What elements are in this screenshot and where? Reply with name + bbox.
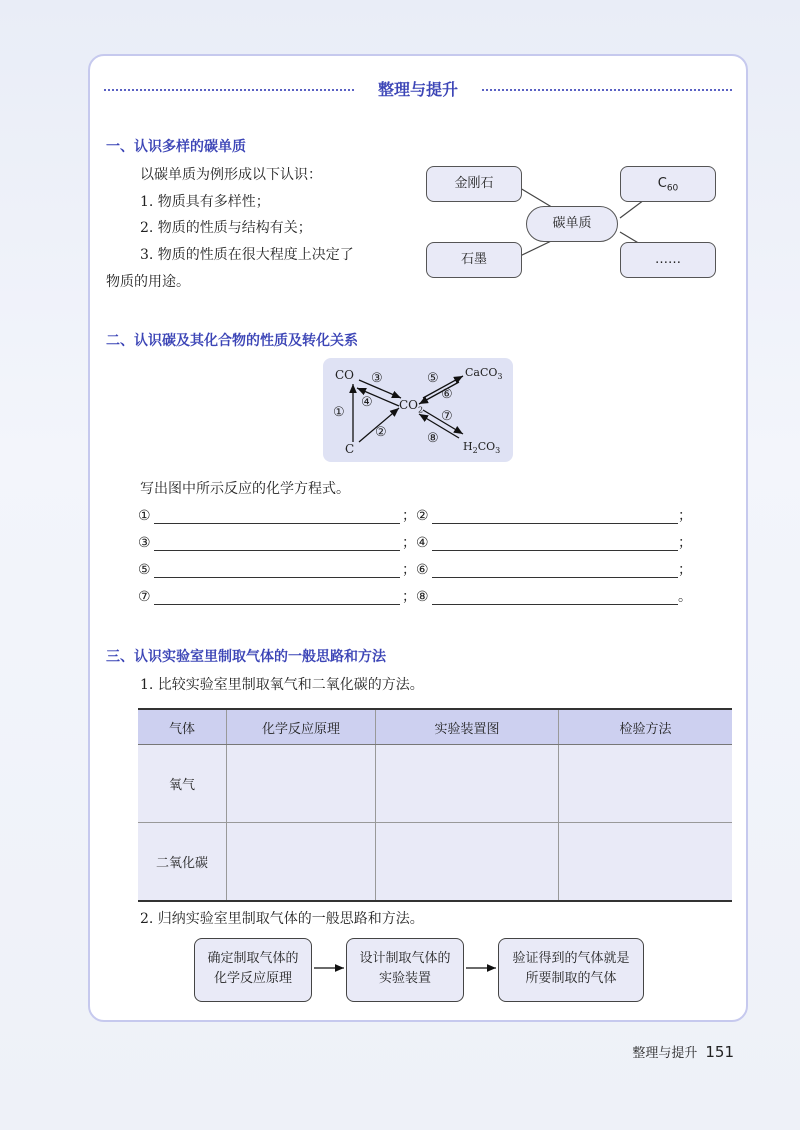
carbon-element-node: 碳单质 — [526, 206, 618, 242]
table-header: 检验方法 — [559, 709, 733, 745]
caco3-label: CaCO$_3$ — [465, 366, 503, 382]
page-footer — [632, 1042, 734, 1061]
table-header: 实验装置图 — [376, 709, 559, 745]
flow-step-3: 验证得到的气体就是 所要制取的气体 — [498, 938, 644, 1002]
reaction-label-4: ④ — [361, 395, 373, 410]
section1-point-3: 3. 物质的性质在很大程度上决定了 — [140, 247, 354, 263]
section3-item-2: 2. 归纳实验室里制取气体的一般思路和方法。 — [140, 911, 424, 927]
reaction-label-5: ⑤ — [427, 371, 439, 386]
section1-point-2: 2. 物质的性质与结构有关； — [140, 220, 312, 236]
h2co3-label: $H_2CO_3$ — [463, 440, 501, 456]
blank-1[interactable]: ① — [138, 506, 408, 526]
diamond-box: 金刚石 — [426, 166, 522, 202]
sep-3: ； — [402, 562, 416, 578]
content-card — [88, 54, 748, 1022]
table-cell-gas: 氧气 — [138, 745, 227, 823]
table-cell[interactable] — [227, 823, 376, 902]
gas-comparison-table — [138, 708, 732, 902]
reaction-label-2: ② — [375, 425, 387, 440]
table-row — [138, 823, 732, 902]
page-title: 整理与提升 — [104, 78, 732, 102]
footer-label: 整理与提升 — [632, 1046, 698, 1061]
section1-point-1: 1. 物质具有多样性； — [140, 194, 270, 210]
section1-point-3-cont: 物质的用途。 — [106, 274, 190, 290]
end-3: ； — [678, 562, 692, 578]
arrow-7 — [419, 414, 459, 438]
end-1: ； — [678, 508, 692, 524]
table-cell-gas: 二氧化碳 — [138, 823, 227, 902]
blank-4[interactable]: ④ — [416, 533, 686, 553]
table-header: 气体 — [138, 709, 227, 745]
sep-2: ； — [402, 535, 416, 551]
end-4: 。 — [678, 589, 692, 605]
table-cell[interactable] — [559, 823, 733, 902]
co2-label: $CO_2$ — [399, 398, 424, 415]
flow-step-2: 设计制取气体的 实验装置 — [346, 938, 464, 1002]
blank-3[interactable]: ③ — [138, 533, 408, 553]
reaction-label-6: ⑥ — [441, 387, 453, 402]
reaction-label-1: ① — [333, 405, 345, 420]
sep-1: ； — [402, 508, 416, 524]
section3-heading: 三、认识实验室里制取气体的一般思路和方法 — [106, 649, 386, 665]
section2-heading: 二、认识碳及其化合物的性质及转化关系 — [106, 333, 358, 349]
blank-8[interactable]: ⑧ — [416, 587, 686, 607]
header — [104, 78, 732, 102]
section3-item-1: 1. 比较实验室里制取氧气和二氧化碳的方法。 — [140, 677, 424, 693]
flow-arrows — [312, 960, 502, 976]
reaction-label-8: ⑧ — [427, 431, 439, 446]
c60-box: $C_{60}$ — [620, 166, 716, 202]
table-row — [138, 745, 732, 823]
conversion-diagram — [323, 358, 513, 462]
other-allotrope-box: …… — [620, 242, 716, 278]
blank-5[interactable]: ⑤ — [138, 560, 408, 580]
flow-step-1: 确定制取气体的 化学反应原理 — [194, 938, 312, 1002]
blank-7[interactable]: ⑦ — [138, 587, 408, 607]
blank-6[interactable]: ⑥ — [416, 560, 686, 580]
blank-2[interactable]: ② — [416, 506, 686, 526]
arrow-6 — [419, 382, 459, 404]
end-2: ； — [678, 535, 692, 551]
c-label: C — [345, 442, 355, 456]
section1-intro: 以碳单质为例形成以下认识： — [140, 167, 322, 183]
reaction-label-3: ③ — [371, 371, 383, 386]
reaction-label-7: ⑦ — [441, 409, 453, 424]
table-cell[interactable] — [559, 745, 733, 823]
section1-heading: 一、认识多样的碳单质 — [106, 139, 246, 155]
sep-4: ； — [402, 589, 416, 605]
table-cell[interactable] — [227, 745, 376, 823]
table-cell[interactable] — [376, 823, 559, 902]
table-cell[interactable] — [376, 745, 559, 823]
table-header-row — [138, 709, 732, 745]
page-number: 151 — [705, 1043, 734, 1061]
graphite-box: 石墨 — [426, 242, 522, 278]
table-header: 化学反应原理 — [227, 709, 376, 745]
co-label: CO — [335, 368, 355, 382]
section2-instruction: 写出图中所示反应的化学方程式。 — [140, 481, 350, 497]
